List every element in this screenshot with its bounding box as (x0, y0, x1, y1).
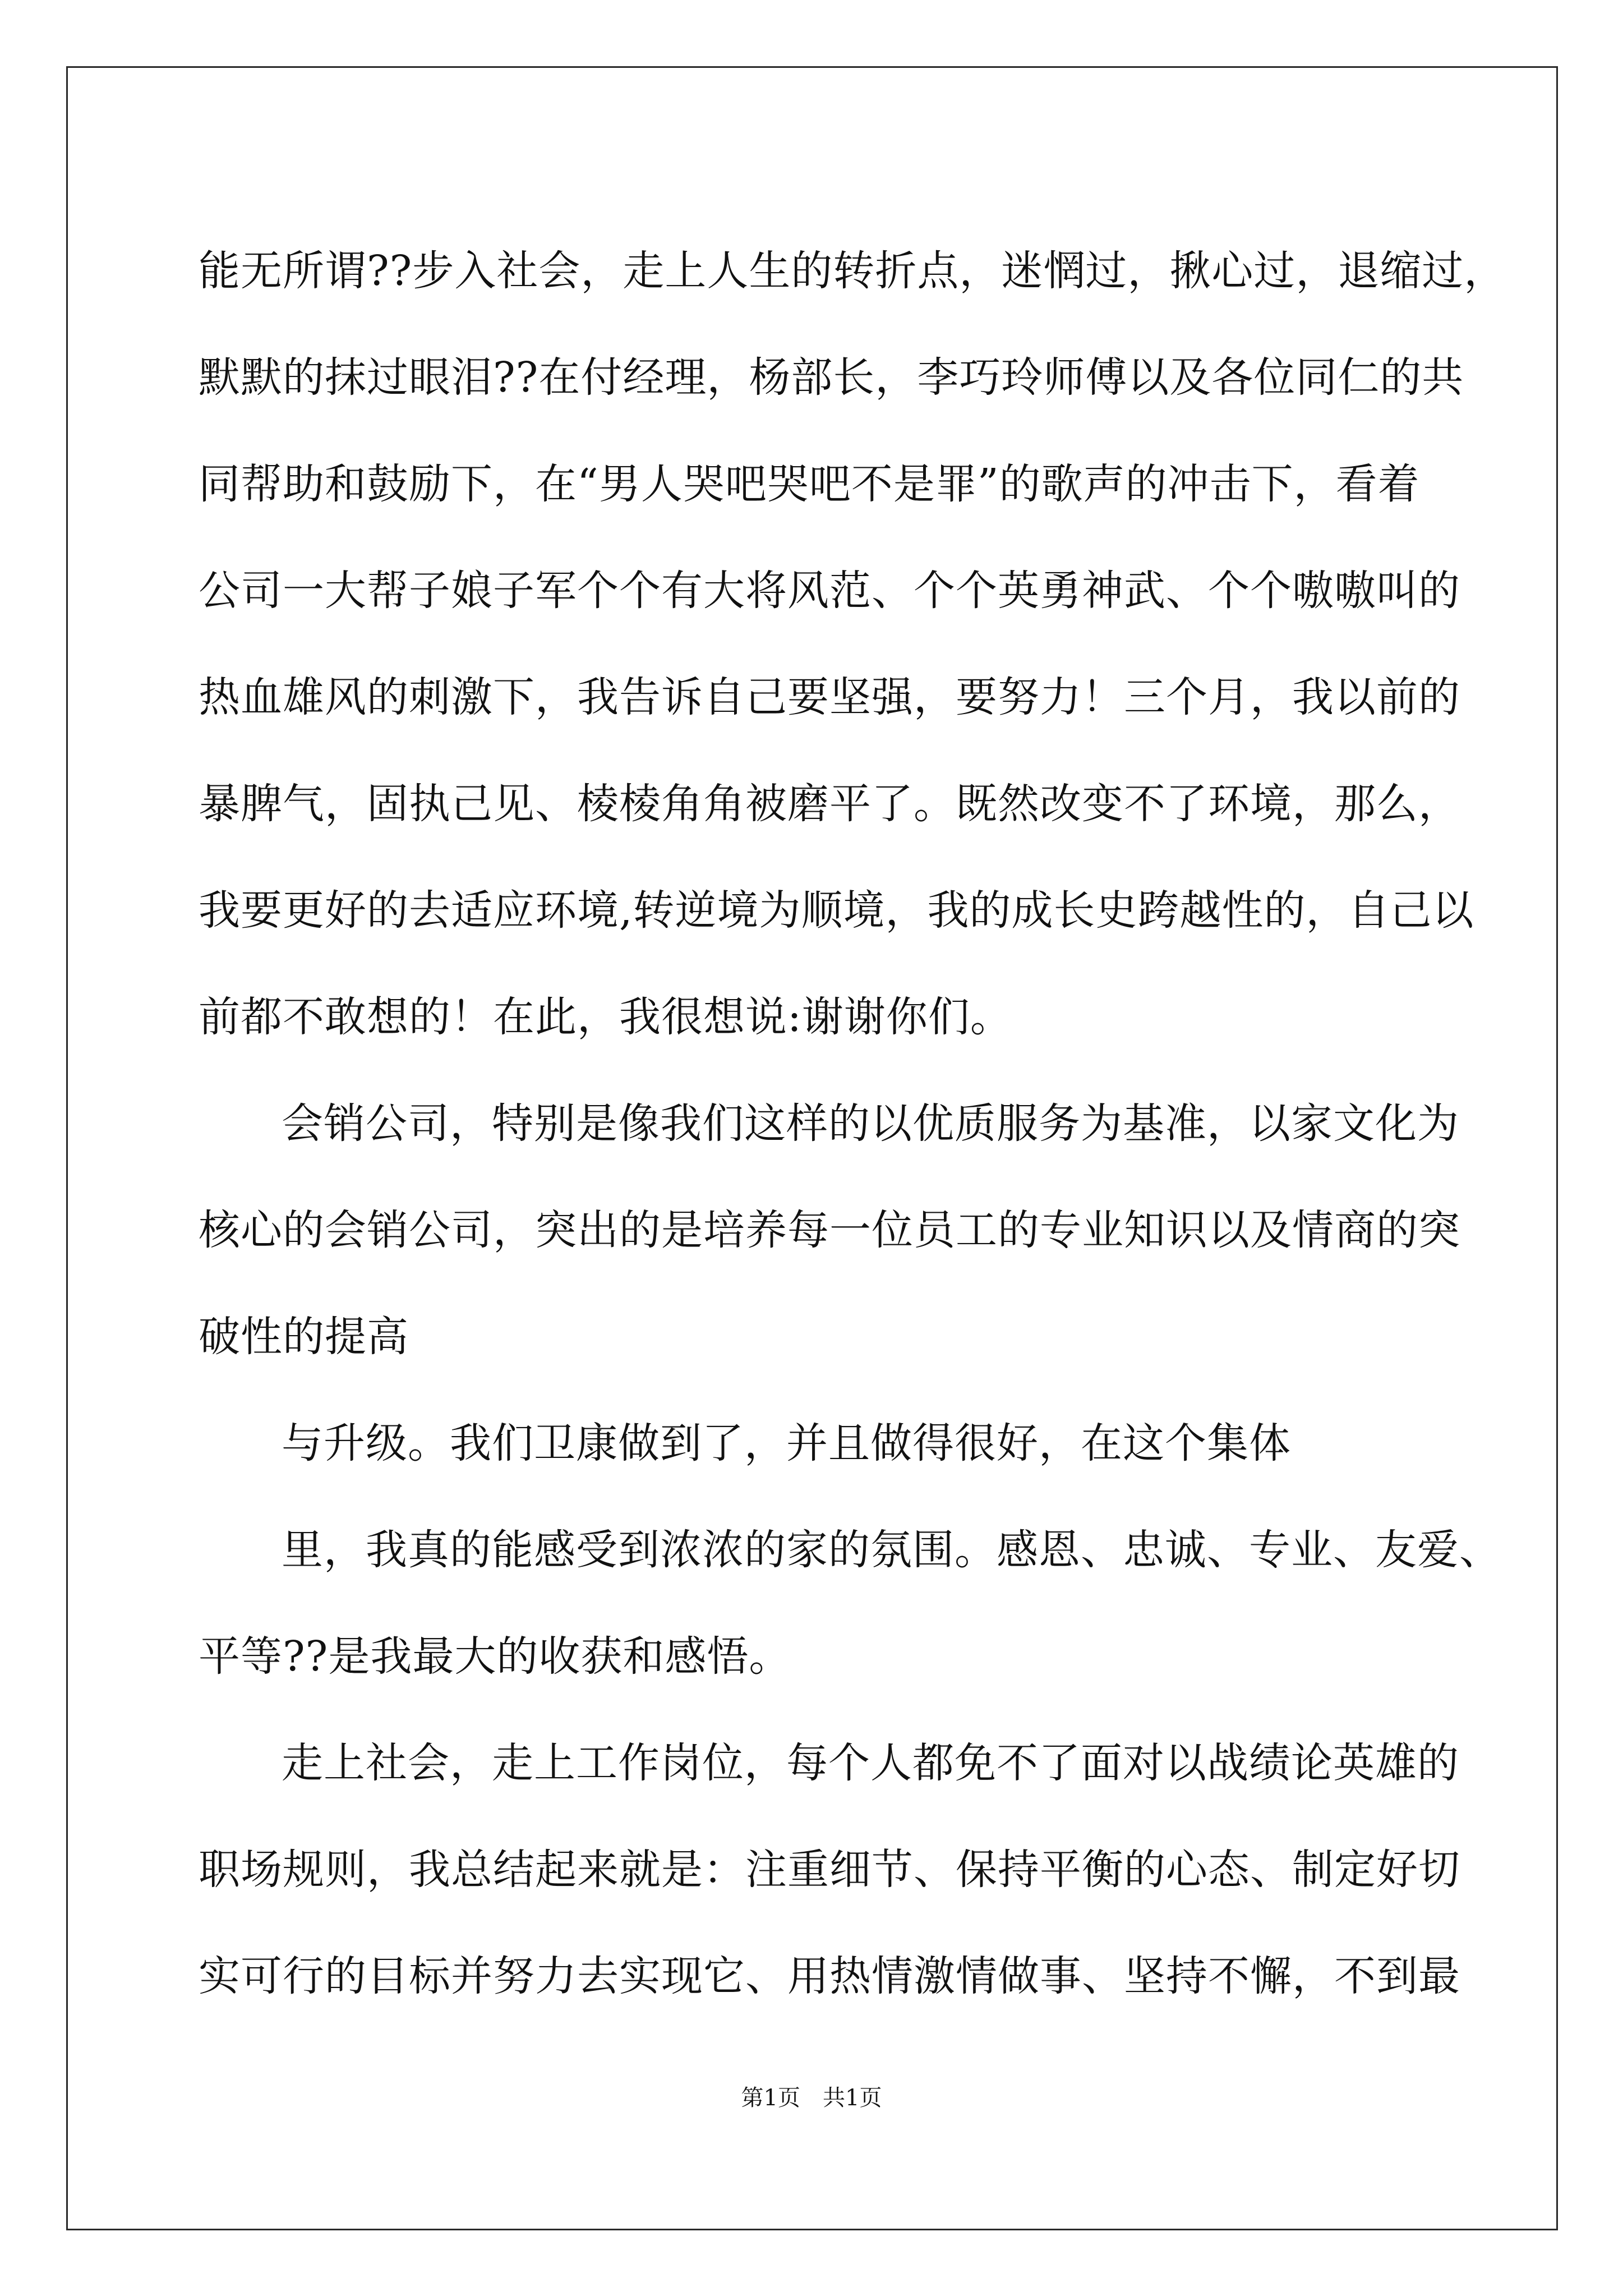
text-line: 默默的抹过眼泪??在付经理，杨部长，李巧玲师傅以及各位同仁的共 (199, 353, 1464, 402)
text-line: 热血雄风的刺激下，我告诉自己要坚强，要努力！三个月，我以前的 (199, 673, 1460, 721)
paragraph-start-line: 走上社会，走上工作岗位，每个人都免不了面对以战绩论英雄的 (282, 1739, 1459, 1787)
page-number: 第1页 (741, 2085, 800, 2111)
text-line: 同帮助和鼓励下，在“男人哭吧哭吧不是罪”的歌声的冲击下，看着 (199, 460, 1420, 508)
paragraph-start-line: 与升级。我们卫康做到了，并且做得很好，在这个集体 (282, 1419, 1291, 1467)
text-line: 暴脾气，固执己见、棱棱角角被磨平了。既然改变不了环境，那么， (199, 780, 1460, 828)
document-body (199, 218, 1506, 2030)
page-footer (0, 2080, 1623, 2112)
paragraph-start-line: 里，我真的能感受到浓浓的家的氛围。感恩、忠诚、专业、友爱、 (282, 1526, 1501, 1574)
text-line: 职场规则，我总结起来就是：注重细节、保持平衡的心态、制定好切 (199, 1846, 1460, 1894)
paragraph-start-line: 会销公司，特别是像我们这样的以优质服务为基准，以家文化为 (282, 1099, 1459, 1148)
text-line: 平等??是我最大的收获和感悟。 (199, 1632, 791, 1681)
text-line: 破性的提高 (199, 1313, 409, 1361)
text-line: 实可行的目标并努力去实现它、用热情激情做事、坚持不懈，不到最 (199, 1952, 1460, 2000)
text-line: 公司一大帮子娘子军个个有大将风范、个个英勇神武、个个嗷嗷叫的 (199, 567, 1460, 615)
text-line: 核心的会销公司，突出的是培养每一位员工的专业知识以及情商的突 (199, 1206, 1460, 1254)
text-line: 能无所谓??步入社会，走上人生的转折点，迷惘过，揪心过，退缩过， (199, 247, 1506, 295)
text-line: 我要更好的去适应环境,转逆境为顺境，我的成长史跨越性的，自己以 (199, 886, 1474, 935)
page-total: 共1页 (823, 2085, 882, 2111)
text-line: 前都不敢想的！在此，我很想说:谢谢你们。 (199, 993, 1012, 1041)
